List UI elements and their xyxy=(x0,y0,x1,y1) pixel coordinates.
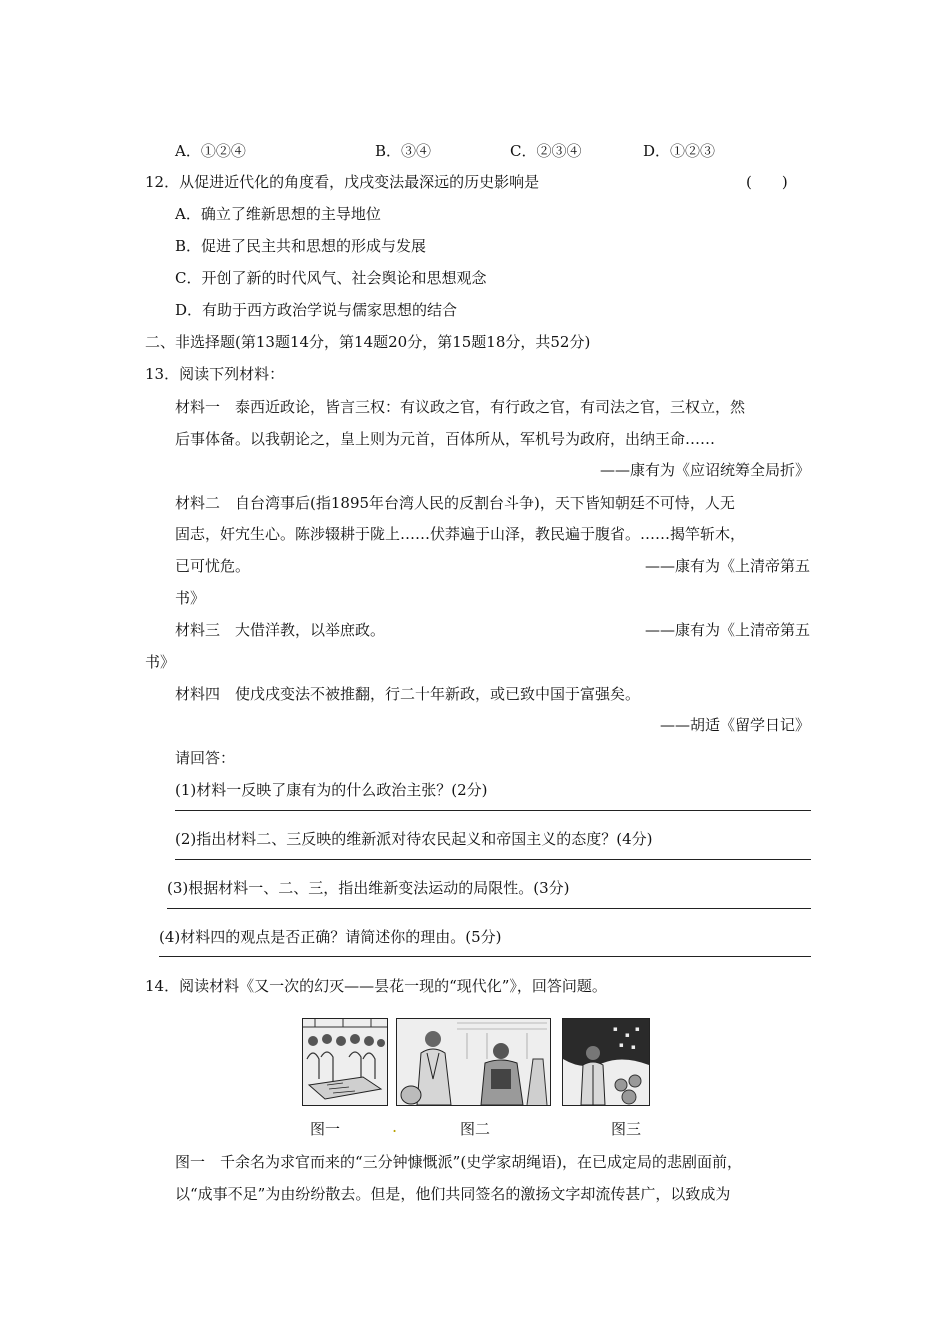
q12-option-a: A．确立了维新思想的主导地位 xyxy=(175,205,381,223)
sub-question-2: (2)指出材料二、三反映的维新派对待农民起义和帝国主义的态度？(4分) xyxy=(175,830,653,848)
sub-question-1: (1)材料一反映了康有为的什么政治主张？(2分) xyxy=(175,781,488,799)
q11-option-b: B．③④ xyxy=(375,142,432,160)
svg-text:▪: ▪ xyxy=(613,1025,618,1033)
material-2-source: ——康有为《上清帝第五 xyxy=(644,557,810,575)
figure-2-caption: 图二 xyxy=(460,1120,491,1138)
section-heading: 二、非选择题(第13题14分，第14题20分，第15题18分，共52分) xyxy=(145,333,591,351)
figure-1-caption: 图一 xyxy=(310,1120,341,1138)
q11-option-a: A．①②④ xyxy=(175,142,246,160)
svg-text:▪: ▪ xyxy=(631,1043,636,1051)
material-1-line-1: 材料一 泰西近政论，皆言三权：有议政之官，有行政之官，有司法之官，三权立，然 xyxy=(175,398,746,416)
material-4-line: 材料四 使戊戌变法不被推翻，行二十年新政，或已致中国于富强矣。 xyxy=(175,685,641,703)
q12-option-c: C．开创了新的时代风气、社会舆论和思想观念 xyxy=(175,269,487,287)
q14-paragraph-line-1: 图一 千余名为求官而来的“三分钟慷慨派”(史学家胡绳语)，在已成定局的悲剧面前， xyxy=(175,1153,743,1171)
figure-3-caption: 图三 xyxy=(611,1120,642,1138)
answer-line-1[interactable] xyxy=(175,810,811,811)
material-3-line: 材料三 大借洋教，以举庶政。 xyxy=(175,621,386,639)
q13-stem: 13．阅读下列材料： xyxy=(145,365,285,383)
answer-line-4[interactable] xyxy=(159,956,811,957)
figure-2-illustration xyxy=(396,1018,551,1106)
material-1-line-2: 后事体备。以我朝论之，皇上则为元首，百体所从，军机号为政府，出纳王命…… xyxy=(175,430,716,448)
material-3-source-tail: 书》 xyxy=(145,653,176,671)
q11-option-d: D．①②③ xyxy=(643,142,716,160)
svg-text:▪: ▪ xyxy=(635,1025,640,1033)
q11-option-c: C．②③④ xyxy=(510,142,582,160)
q12-stem: 12．从促进近代化的角度看，戊戌变法最深远的历史影响是 xyxy=(145,173,540,191)
answer-line-3[interactable] xyxy=(167,908,811,909)
q12-answer-paren: ( ) xyxy=(746,173,788,191)
q12-option-b: B．促进了民主共和思想的形成与发展 xyxy=(175,237,427,255)
figure-3-illustration xyxy=(562,1018,650,1106)
answer-prompt: 请回答： xyxy=(175,749,236,767)
material-2-line-3: 已可忧危。 xyxy=(175,557,251,575)
svg-text:▪: ▪ xyxy=(619,1041,624,1049)
material-4-source: ——胡适《留学日记》 xyxy=(659,716,810,734)
figure-1-illustration xyxy=(302,1018,388,1106)
sub-question-4: (4)材料四的观点是否正确？请简述你的理由。(5分) xyxy=(159,928,502,946)
material-2-source-tail: 书》 xyxy=(175,589,206,607)
sub-question-3: (3)根据材料一、二、三，指出维新变法运动的局限性。(3分) xyxy=(167,879,570,897)
q12-option-d: D．有助于西方政治学说与儒家思想的结合 xyxy=(175,301,458,319)
answer-line-2[interactable] xyxy=(175,859,811,860)
q14-stem: 14．阅读材料《又一次的幻灭——昙花一现的“现代化”》，回答问题。 xyxy=(145,977,607,995)
material-2-line-2: 固志，奸宄生心。陈涉辍耕于陇上……伏莽遍于山泽，教民遍于腹省。……揭竿斩木， xyxy=(175,525,746,543)
material-1-source: ——康有为《应诏统筹全局折》 xyxy=(599,461,810,479)
stray-dot: . xyxy=(392,1117,398,1136)
material-3-source: ——康有为《上清帝第五 xyxy=(644,621,810,639)
svg-text:▪: ▪ xyxy=(625,1031,630,1039)
material-2-line-1: 材料二 自台湾事后(指1895年台湾人民的反割台斗争)，天下皆知朝廷不可恃，人无 xyxy=(175,494,735,512)
q14-paragraph-line-2: 以“成事不足”为由纷纷散去。但是，他们共同签名的激扬文字却流传甚广，以致成为 xyxy=(175,1185,731,1203)
